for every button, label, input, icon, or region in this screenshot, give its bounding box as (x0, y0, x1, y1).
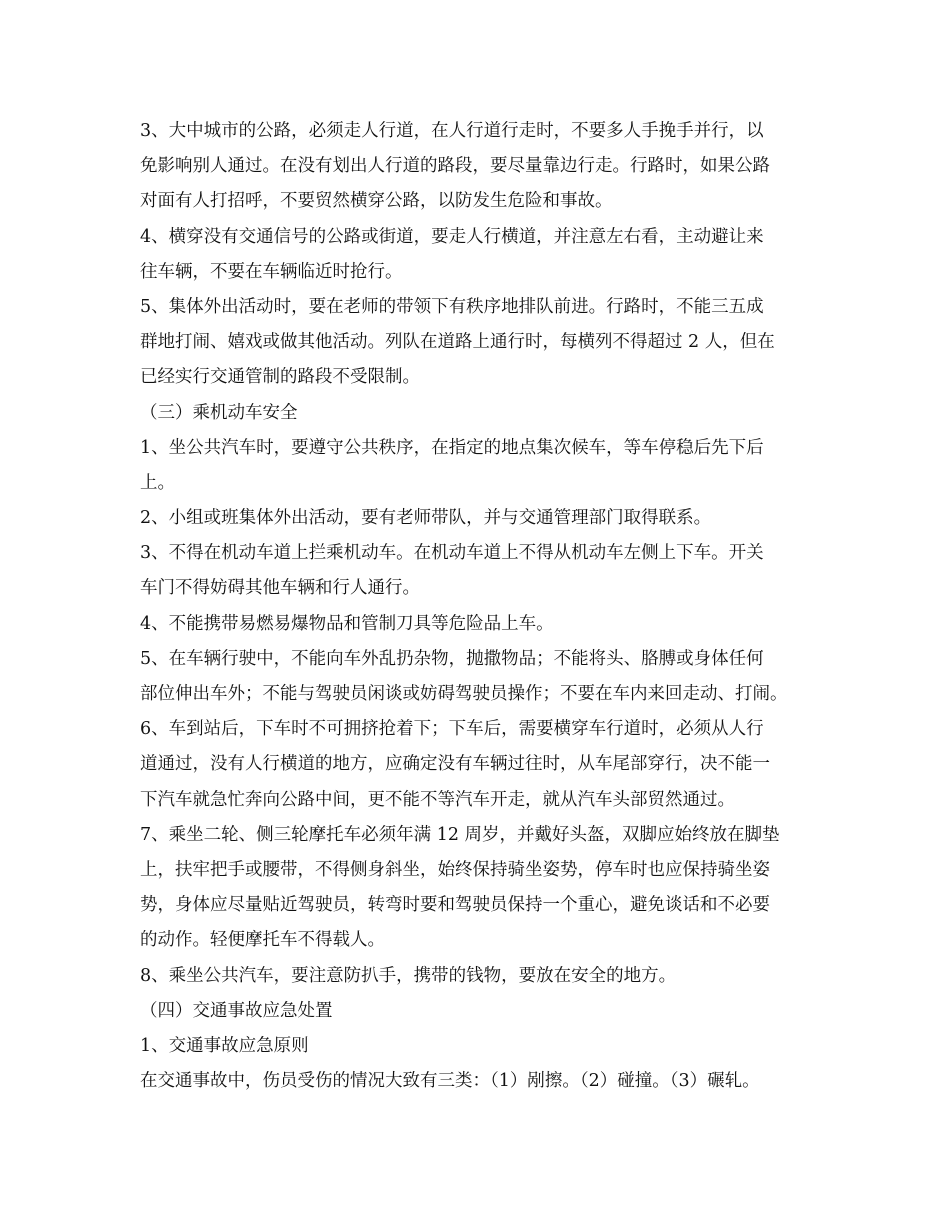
paragraph-line: 的动作。轻便摩托车不得载人。 (140, 930, 385, 951)
paragraph-line: 1、坐公共汽车时，要遵守公共秩序，在指定的地点集次候车，等车停稳后先下后 (140, 437, 764, 458)
paragraph-line: 已经实行交通管制的路段不受限制。 (140, 367, 420, 388)
paragraph-line: 3、大中城市的公路，必须走人行道，在人行道行走时，不要多人手挽手并行，以 (140, 121, 764, 141)
paragraph-line: 8、乘坐公共汽车，要注意防扒手，携带的钱物，要放在安全的地方。 (140, 965, 677, 986)
paragraph-line: 6、车到站后，下车时不可拥挤抢着下；下车后，需要横穿车行道时，必须从人行 (140, 719, 764, 740)
paragraph-line: 部位伸出车外；不能与驾驶员闲谈或妨碍驾驶员操作；不要在车内来回走动、打闹。 (140, 684, 788, 704)
paragraph-line: 5、在车辆行驶中，不能向车外乱扔杂物，抛撒物品；不能将头、胳膊或身体任何 (140, 648, 764, 669)
document-body (140, 114, 820, 1099)
paragraph-line: 势，身体应尽量贴近驾驶员，转弯时要和驾驶员保持一个重心，避免谈话和不必要 (140, 895, 770, 916)
paragraph-line: 免影响别人通过。在没有划出人行道的路段，要尽量靠边行走。行路时，如果公路 (140, 156, 770, 177)
paragraph-line: 往车辆，不要在车辆临近时抢行。 (140, 261, 403, 282)
paragraph-line: 4、横穿没有交通信号的公路或街道，要走人行横道，并注意左右看，主动避让来 (140, 226, 764, 247)
paragraph-line: 5、集体外出活动时，要在老师的带领下有秩序地排队前进。行路时，不能三五成 (140, 296, 764, 317)
paragraph-line: 7、乘坐二轮、侧三轮摩托车必须年满 12 周岁，并戴好头盔，双脚应始终放在脚垫 (140, 824, 780, 845)
paragraph-line: 上。 (140, 472, 175, 493)
paragraph-line: 上，扶牢把手或腰带，不得侧身斜坐，始终保持骑坐姿势，停车时也应保持骑坐姿 (140, 859, 770, 880)
paragraph-line: 在交通事故中，伤员受伤的情况大致有三类：（1）剐擦。（2）碰撞。（3）碾轧。 (140, 1071, 760, 1092)
paragraph-line: 3、不得在机动车道上拦乘机动车。在机动车道上不得从机动车左侧上下车。开关 (140, 543, 764, 564)
paragraph-line: 群地打闹、嬉戏或做其他活动。列队在道路上通行时，每横列不得超过 2 人，但在 (140, 332, 775, 353)
paragraph-line: 4、不能携带易燃易爆物品和管制刀具等危险品上车。 (140, 613, 554, 634)
section-heading-3: （三）乘机动车安全 (140, 402, 298, 423)
paragraph-line: 下汽车就急忙奔向公路中间，更不能不等汽车开走，就从汽车头部贸然通过。 (140, 789, 735, 810)
paragraph-line: 对面有人打招呼，不要贸然横穿公路，以防发生危险和事故。 (140, 191, 613, 212)
paragraph-line: 道通过，没有人行横道的地方，应确定没有车辆过往时，从车尾部穿行，决不能一 (140, 754, 770, 775)
paragraph-line: 2、小组或班集体外出活动，要有老师带队，并与交通管理部门取得联系。 (140, 508, 712, 529)
paragraph-line: 车门不得妨碍其他车辆和行人通行。 (140, 578, 420, 599)
section-heading-4: （四）交通事故应急处置 (140, 1000, 333, 1021)
subsection-heading: 1、交通事故应急原则 (140, 1035, 309, 1056)
